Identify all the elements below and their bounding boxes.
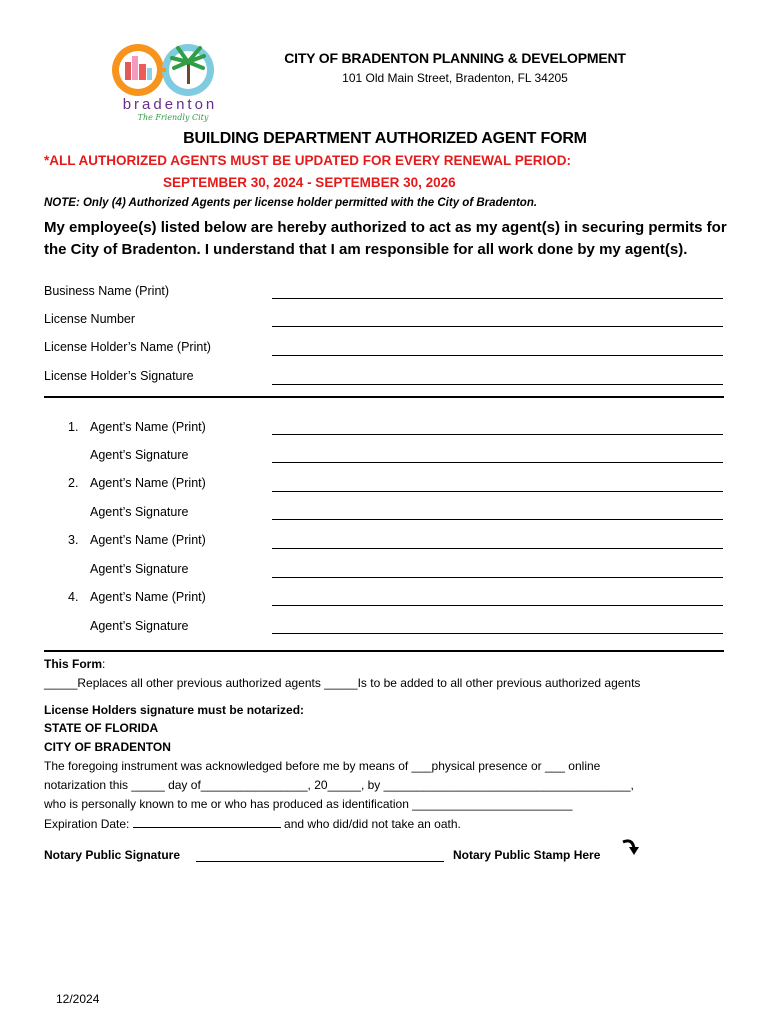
agent-2-signature-field[interactable] [272, 519, 723, 520]
renewal-period: SEPTEMBER 30, 2024 - SEPTEMBER 30, 2026 [163, 175, 456, 190]
business-name-field[interactable] [272, 298, 723, 299]
org-address: 101 Old Main Street, Bradenton, FL 34205 [342, 71, 568, 85]
this-form-options: _____Replaces all other previous authorized agents _____Is to be added to all other previous authorized agents [44, 676, 641, 690]
license-number-label: License Number [44, 312, 136, 326]
authorization-declaration: My employee(s) listed below are hereby authorized to act as my agent(s) in securing permits for the City of Bradenton. I understand that I am responsible for all work done by my agent(s). [44, 219, 727, 258]
agent-4-name-label: Agent’s Name (Print) [90, 590, 206, 604]
agent-3-signature-field[interactable] [272, 577, 723, 578]
agent-2-name-field[interactable] [272, 491, 723, 492]
form-title: BUILDING DEPARTMENT AUTHORIZED AGENT FORM [183, 130, 587, 147]
agent-number: 1. [68, 420, 79, 434]
notary-heading: License Holders signature must be notarized: [44, 703, 305, 717]
agent-1-name-field[interactable] [272, 434, 723, 435]
agent-4-signature-label: Agent’s Signature [90, 619, 189, 633]
holder-name-field[interactable] [272, 355, 723, 356]
org-name: CITY OF BRADENTON PLANNING & DEVELOPMENT [284, 50, 626, 66]
agent-number: 2. [68, 476, 79, 490]
replace-checkbox-blank[interactable]: _____ [44, 676, 78, 690]
agent-2-signature-label: Agent’s Signature [90, 505, 189, 519]
agent-1-signature-field[interactable] [272, 462, 723, 463]
add-checkbox-blank[interactable]: _____ [324, 676, 358, 690]
agent-3-signature-label: Agent’s Signature [90, 562, 189, 576]
this-form-heading: This Form: [44, 657, 106, 671]
agent-limit-note: NOTE: Only (4) Authorized Agents per license holder permitted with the City of Bradenton. [44, 197, 538, 209]
holder-name-label: License Holder’s Name (Print) [44, 340, 211, 354]
notary-line-2: notarization this _____ day of________________, 20_____, by _____________________________________, [44, 778, 634, 792]
renewal-warning: *ALL AUTHORIZED AGENTS MUST BE UPDATED FOR EVERY RENEWAL PERIOD: [44, 153, 572, 168]
agent-1-signature-label: Agent’s Signature [90, 448, 189, 462]
notary-line-1: The foregoing instrument was acknowledged before me by means of ___physical presence or ___ online [44, 759, 601, 773]
notary-stamp-label: Notary Public Stamp Here [453, 848, 601, 862]
section-divider [44, 650, 724, 652]
section-divider [44, 396, 724, 398]
agent-3-name-label: Agent’s Name (Print) [90, 533, 206, 547]
agent-2-name-label: Agent’s Name (Print) [90, 476, 206, 490]
logo-tagline: The Friendly City [137, 113, 209, 122]
holder-signature-label: License Holder’s Signature [44, 369, 194, 383]
notary-city: CITY OF BRADENTON [44, 740, 171, 754]
notary-signature-label: Notary Public Signature [44, 848, 181, 862]
agent-4-signature-field[interactable] [272, 633, 723, 634]
business-name-label: Business Name (Print) [44, 284, 170, 298]
agent-3-name-field[interactable] [272, 548, 723, 549]
curved-arrow-down-icon [620, 836, 642, 864]
agent-4-name-field[interactable] [272, 605, 723, 606]
notary-signature-field[interactable] [196, 861, 444, 862]
agent-1-name-label: Agent’s Name (Print) [90, 420, 206, 434]
agent-number: 4. [68, 590, 79, 604]
notary-line-4: Expiration Date: and who did/did not take an oath. [44, 817, 461, 831]
notary-line-3: who is personally known to me or who has produced as identification ________________________ [44, 797, 573, 811]
city-logo [108, 40, 226, 124]
expiration-date-field[interactable] [133, 816, 281, 828]
revision-date: 12/2024 [56, 992, 100, 1006]
notary-state: STATE OF FLORIDA [44, 721, 159, 735]
logo-wordmark: bradenton [122, 96, 218, 113]
holder-signature-field[interactable] [272, 384, 723, 385]
license-number-field[interactable] [272, 326, 723, 327]
agent-number: 3. [68, 533, 79, 547]
